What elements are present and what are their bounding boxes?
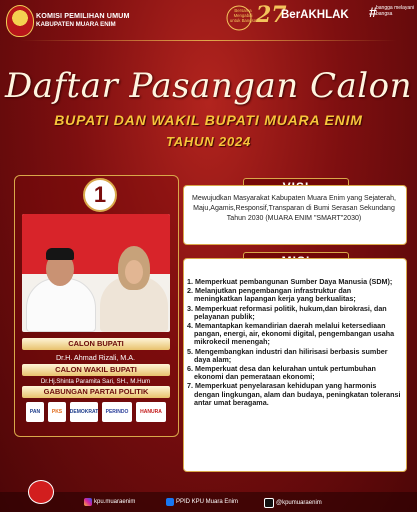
candidate-number-badge: 1 <box>83 178 117 212</box>
candidate-bupati-figure <box>26 278 96 332</box>
page-subtitle: BUPATI DAN WAKIL BUPATI MUARA ENIM <box>54 112 363 128</box>
mascot-icon <box>28 480 54 504</box>
anniversary-number: 27 <box>256 2 287 28</box>
kpu-logo <box>6 5 34 37</box>
party-logos <box>26 401 166 423</box>
tiktok-icon <box>264 498 274 508</box>
footer-tiktok[interactable] <box>264 498 322 508</box>
berakhlak-logo: BerAKHLAK <box>281 9 349 21</box>
facebook-icon <box>166 498 174 506</box>
bangga-melayani-logo: bangga melayani bangsa <box>376 5 415 17</box>
calon-wakil-name: Dr.Hj.Shinta Paramita Sari, SH., M.Hum <box>40 378 151 385</box>
misi-item: 6. Memperkuat desa dan kelurahan untuk pertumbuhan ekonomi dan pemerataan ekonomi; <box>187 364 376 382</box>
party-logo: DEMOKRAT <box>70 402 98 422</box>
hashtag-icon: # <box>369 4 377 20</box>
page-year: TAHUN 2024 <box>165 134 252 149</box>
org-subtitle: KABUPATEN MUARA ENIM <box>36 21 116 28</box>
ppid-handle: PPID KPU Muara Enim <box>176 499 239 505</box>
anniversary-tagline: Bersama Mengabdi untuk Bangsa <box>229 8 257 23</box>
misi-item: 1. Memperkuat pembangunan Sumber Daya Manusia (SDM); <box>187 277 393 286</box>
calon-wakil-label: CALON WAKIL BUPATI <box>22 364 170 376</box>
instagram-handle: kpu.muaraenim <box>94 499 136 505</box>
visi-text: Mewujudkan Masyarakat Kabupaten Muara Enim yang Sejaterah, Maju,Agamis,Responsif,Transparan di Bumi Serasan Sekundang Tahun 2030 (MUARA ENIM "SMART"2030) <box>192 195 396 222</box>
party-logo: PERINDO <box>102 402 132 422</box>
header-divider <box>20 40 397 41</box>
misi-item: 3. Memperkuat reformasi politik, hukum,dan birokrasi, dan pelayanan publik; <box>187 303 387 321</box>
party-logo: PAN <box>26 402 44 422</box>
org-title: KOMISI PEMILIHAN UMUM <box>36 11 130 20</box>
party-logo: HANURA <box>136 402 166 422</box>
calon-bupati-label: CALON BUPATI <box>22 338 170 350</box>
party-logo: PKS <box>48 402 66 422</box>
misi-item: 4. Memantapkan kemandirian daerah melalui ketersediaan pangan, energi, air, ekonomi digital, pengembangan usaha mikrokecil menengah; <box>187 321 395 347</box>
footer-instagram[interactable] <box>84 498 135 506</box>
instagram-icon <box>84 498 92 506</box>
calon-bupati-name: Dr.H. Ahmad Rizali, M.A. <box>55 353 136 362</box>
misi-item: 2. Melanjutkan pengembangan infrastruktur dan meningkatkan lapangan kerja yang berkualitas; <box>187 286 356 304</box>
misi-item: 7. Memperkuat penyelarasan kehidupan yang harmonis dengan lingkungan, alam dan budaya, peningkatan toleransi antar umat beragama. <box>187 381 401 407</box>
misi-list <box>187 278 401 408</box>
misi-item: 5. Mengembangkan industri dan hilirisasi berbasis sumber daya alam; <box>187 346 388 364</box>
page-title: Daftar Pasangan Calon <box>4 66 413 106</box>
gabungan-label: GABUNGAN PARTAI POLITIK <box>22 386 170 398</box>
tiktok-handle: @kpumuaraenim <box>276 500 322 506</box>
footer-ppid[interactable] <box>166 498 238 506</box>
candidate-photo <box>22 214 170 332</box>
